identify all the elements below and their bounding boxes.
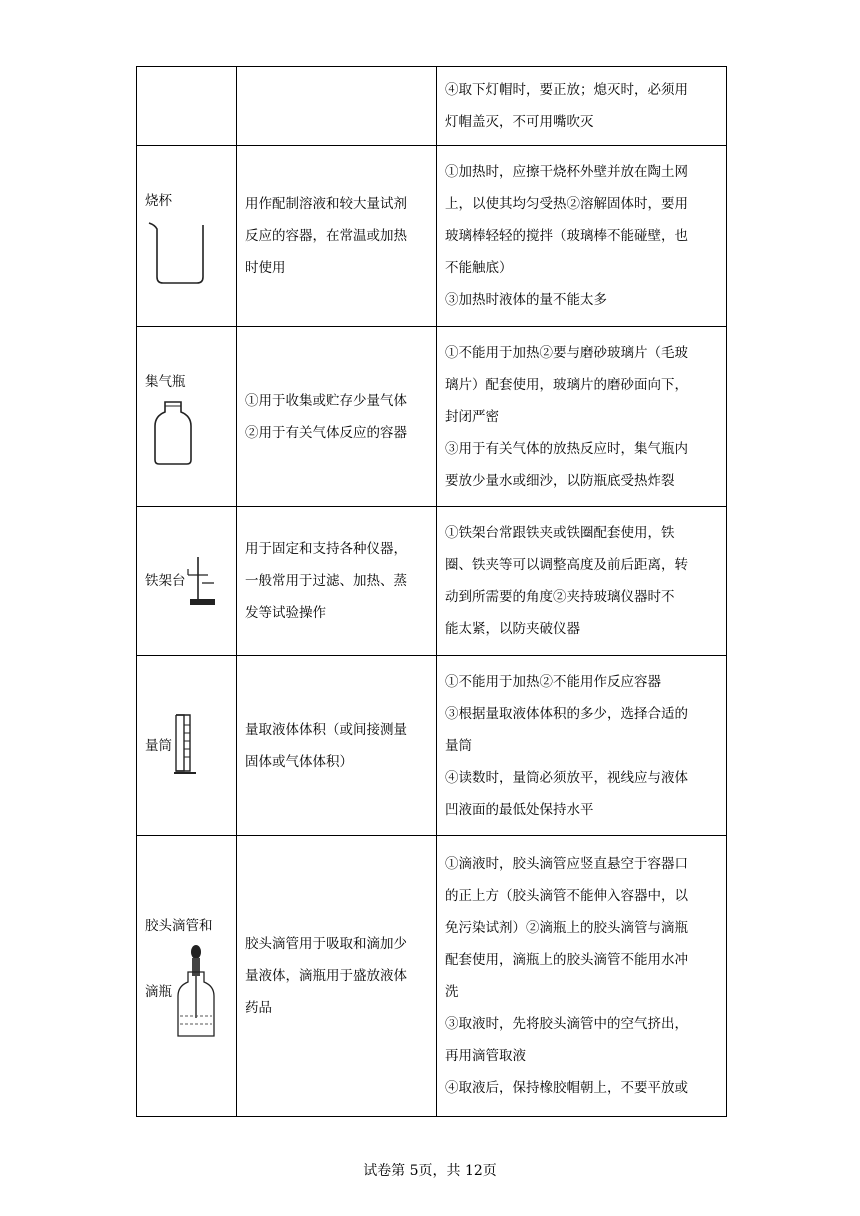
use-line: 胶头滴管用于吸取和滴加少 [245, 936, 407, 952]
notes-cell [437, 836, 727, 1117]
dropper-bottle-icon [172, 942, 216, 1042]
instrument-name: 量筒 [145, 737, 172, 754]
use-cell [237, 836, 437, 1117]
note-line: 的正上方（胶头滴管不能伸入容器中，以 [445, 888, 688, 904]
instrument-cell [137, 836, 237, 1117]
note-line: 灯帽盖灭，不可用嘴吹灭 [445, 114, 594, 130]
beaker-icon [145, 217, 211, 287]
use-line: ②用于有关气体反应的容器 [245, 424, 407, 441]
note-line: 动到所需要的角度②夹持玻璃仪器时不 [445, 589, 675, 605]
note-line: ①不能用于加热②不能用作反应容器 [445, 673, 661, 690]
table-row [137, 67, 727, 146]
instrument-name: 胶头滴管和 [145, 918, 213, 934]
use-line: 用作配制溶液和较大量试剂 [245, 196, 407, 212]
note-line: 不能触底） [445, 260, 513, 276]
note-line: ③用于有关气体的放热反应时，集气瓶内 [445, 440, 688, 457]
use-line: 药品 [245, 1000, 272, 1016]
note-line: ③加热时液体的量不能太多 [445, 292, 607, 308]
note-line: ④取液后，保持橡胶帽朝上，不要平放或 [445, 1080, 688, 1096]
note-line: 凹液面的最低处保持水平 [445, 801, 594, 818]
note-line: ③取液时，先将胶头滴管中的空气挤出， [445, 1016, 688, 1032]
instrument-cell [137, 507, 237, 656]
use-line: 量液体，滴瓶用于盛放液体 [245, 968, 407, 984]
instrument-table [136, 66, 727, 1117]
use-line: 用于固定和支持各种仪器， [245, 541, 407, 557]
note-line: 能太紧，以防夹破仪器 [445, 621, 580, 637]
instrument-cell [137, 327, 237, 507]
note-line: 圈、铁夹等可以调整高度及前后距离，转 [445, 557, 688, 573]
instrument-name: 烧杯 [145, 193, 172, 209]
use-cell [237, 327, 437, 507]
instrument-name: 滴瓶 [145, 984, 172, 1000]
note-line: 上，以使其均匀受热②溶解固体时，要用 [445, 196, 688, 212]
use-cell [237, 507, 437, 656]
table-row [137, 656, 727, 836]
use-line: 固体或气体体积） [245, 753, 353, 770]
use-line: 量取液体体积（或间接测量 [245, 721, 407, 738]
use-cell [237, 67, 437, 146]
use-line: 反应的容器，在常温或加热 [245, 228, 407, 244]
note-line: 再用滴管取液 [445, 1048, 526, 1064]
use-line: 时使用 [245, 260, 286, 276]
page-footer: 试卷第 5页，共 12页 [363, 1163, 497, 1179]
use-line: 发等试验操作 [245, 605, 326, 621]
note-line: 璃片）配套使用，玻璃片的磨砂面向下， [445, 376, 688, 393]
use-line: ①用于收集或贮存少量气体 [245, 392, 407, 409]
use-line: 一般常用于过滤、加热、蒸 [245, 573, 407, 589]
notes-cell [437, 146, 727, 327]
note-line: 免污染试剂）②滴瓶上的胶头滴管与滴瓶 [445, 920, 688, 936]
note-line: ④取下灯帽时，要正放；熄灭时，必须用 [445, 82, 688, 98]
note-line: ①加热时，应擦干烧杯外壁并放在陶土网 [445, 164, 688, 180]
instrument-name: 集气瓶 [145, 373, 186, 390]
note-line: 配套使用，滴瓶上的胶头滴管不能用水冲 [445, 952, 688, 968]
iron-stand-icon [186, 553, 216, 609]
table-row [137, 327, 727, 507]
note-line: ①不能用于加热②要与磨砂玻璃片（毛玻 [445, 344, 688, 361]
note-line: ①滴液时，胶头滴管应竖直悬空于容器口 [445, 856, 688, 872]
note-line: 量筒 [445, 737, 472, 754]
use-cell [237, 656, 437, 836]
instrument-cell [137, 67, 237, 146]
note-line: ④读数时，量筒必须放平，视线应与液体 [445, 769, 688, 786]
instrument-cell [137, 146, 237, 327]
notes-cell [437, 327, 727, 507]
note-line: 洗 [445, 984, 459, 1000]
notes-cell [437, 507, 727, 656]
note-line: 封闭严密 [445, 408, 499, 425]
instrument-name: 铁架台 [145, 573, 186, 589]
note-line: ③根据量取液体体积的多少，选择合适的 [445, 705, 688, 722]
instrument-cell [137, 656, 237, 836]
note-line: ①铁架台常跟铁夹或铁圈配套使用，铁 [445, 525, 675, 541]
gas-bottle-icon [151, 398, 195, 468]
table-row [137, 507, 727, 656]
note-line: 玻璃棒轻轻的搅拌（玻璃棒不能碰壁，也 [445, 228, 688, 244]
notes-cell [437, 67, 727, 146]
graduated-cylinder-icon [172, 711, 198, 781]
note-line: 要放少量水或细沙，以防瓶底受热炸裂 [445, 472, 675, 489]
use-cell [237, 146, 437, 327]
table-row [137, 146, 727, 327]
table-row [137, 836, 727, 1117]
notes-cell [437, 656, 727, 836]
